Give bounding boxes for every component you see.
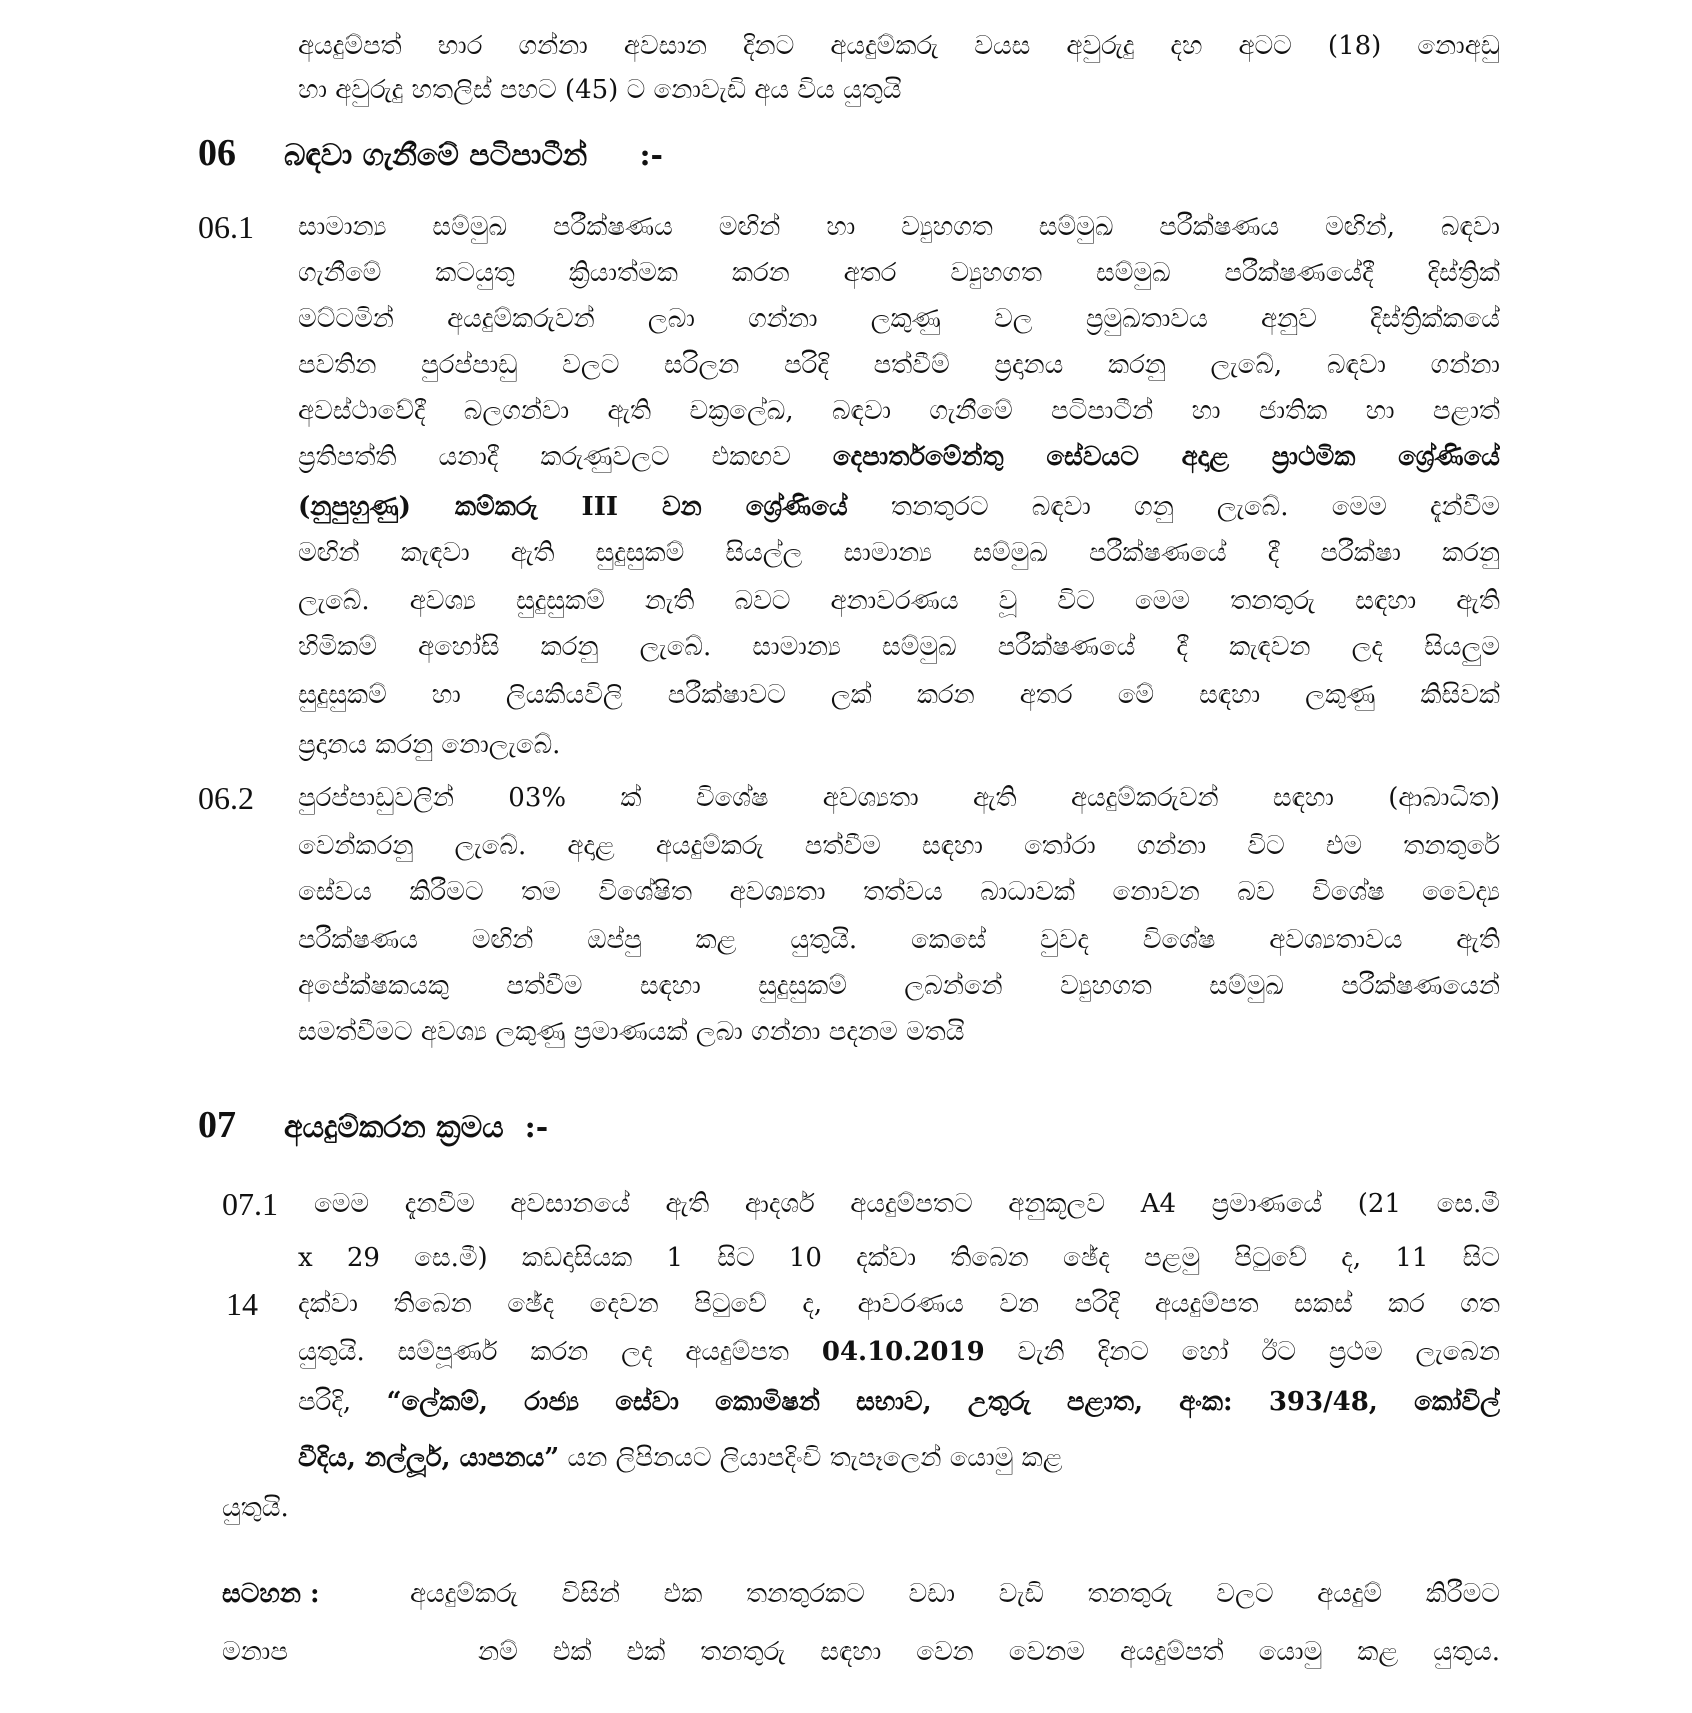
para-06-1-line-8: මඟින් කැඳවා ඇති සුදුසුකම් සියල්ල සාමාන්‍ය සම්මුඛ පරීක්ෂණයේ දී පරීක්ෂා කරනු xyxy=(298,538,1500,568)
para-07-1-line-6 xyxy=(298,1434,1500,1482)
para-07-1-line-6-text: යන ලිපිනයට ලියාපදිංචි තැපෑලෙන් යොමු කළ xyxy=(559,1443,1063,1473)
para-06-2-line-1: පුරප්පාඩුවලින් 03% ක් විශේෂ අවශ්‍යතා ඇති අයදුම්කරුවන් සඳහා (ආබාධිත) xyxy=(298,783,1500,813)
para-06-1-line-7-bold: (නුපුහුණු) කම්කරු III වන ශ්‍රේණියේ xyxy=(298,492,848,522)
note-line-1: අයදුම්කරු විසින් එක තනතුරකට වඩා වැඩි තනතුරු වලට අයදුම් කිරීමට xyxy=(410,1579,1500,1609)
para-07-1-line-5-text: පරිදි, xyxy=(298,1387,387,1417)
para-06-1-line-4: පවතින පුරප්පාඩු වලට සරිලන පරිදි පත්වීම් ප්‍රදානය කරනු ලැබේ, බඳවා ගන්නා xyxy=(298,350,1500,380)
para-06-1-line-10: හිමිකම් අහෝසි කරනු ලැබේ. සාමාන්‍ය සම්මුඛ පරීක්ෂණයේ දී කැඳවන ලද සියලුම xyxy=(298,632,1500,662)
para-06-2-line-5: අපේක්ෂකයකු පත්වීම සඳහා සුදුසුකම් ලබන්නේ ව්‍යුහගත සම්මුඛ පරීක්ෂණයෙන් xyxy=(298,971,1500,1001)
para-07-1-line-4-text-a: යුතුයි. සම්පූර්ණ කරන ලද අයදුම්පත xyxy=(298,1337,822,1367)
section-07-title: අයදුම්කරන ක්‍රමය xyxy=(284,1110,504,1145)
section-07-number: 07 xyxy=(198,1104,236,1146)
address-line-2: වීදිය, නල්ලූර්, යාපනය” xyxy=(298,1443,560,1473)
section-07-suffix: :- xyxy=(524,1110,549,1145)
intro-line-2: හා අවුරුදු හතලිස් පහට (45) ට නොවැඩි අය විය යුතුයි xyxy=(298,75,902,105)
para-07-1-line-4-text-b: වැනි දිනට හෝ ඊට ප්‍රථම ලැබෙන xyxy=(984,1337,1500,1367)
para-07-1-line-1: මෙම දැනවීම අවසානයේ ඇති ආදර්ශ අයදුම්පතට අනුකූලව A4 ප්‍රමාණයේ (21 සෙ.මී xyxy=(314,1189,1500,1219)
section-07-heading xyxy=(198,1100,548,1153)
para-06-1-line-6-bold: දෙපාර්තමේන්තු සේවයට අදාළ ප්‍රාථමික ශ්‍රේණියේ xyxy=(832,442,1500,472)
section-06-number: 06 xyxy=(198,132,236,174)
deadline-date: 04.10.2019 xyxy=(821,1337,985,1367)
para-07-1-number-continued: 14 xyxy=(226,1286,258,1322)
section-06-heading xyxy=(198,128,663,181)
note-line-2: නම් එක් එක් තනතුරු සඳහා වෙන වෙනම අයදුම්පත් යොමු කළ යුතුය. xyxy=(478,1637,1500,1667)
para-06-1-line-9: ලැබේ. අවශ්‍ය සුදුසුකම් නැති බවට අනාවරණය වූ විට මෙම තනතුරු සඳහා ඇති xyxy=(298,586,1500,616)
para-06-2-line-6: සමත්වීමට අවශ්‍ය ලකුණු ප්‍රමාණයක් ලබා ගන්නා පදනම මතයි xyxy=(298,1017,965,1047)
para-06-1-line-1: සාමාන්‍ය සම්මුඛ පරීක්ෂණය මඟින් හා ව්‍යුහගත සම්මුඛ පරීක්ෂණය මඟින්, බඳවා xyxy=(298,212,1500,242)
para-07-1-line-4 xyxy=(298,1328,1500,1376)
para-06-2-line-4: පරීක්ෂණය මඟින් ඔප්පු කළ යුතුයි. කෙසේ වුවද විශේෂ අවශ්‍යතාවය ඇති xyxy=(298,925,1500,955)
para-06-1-line-7-text: තනතුරට බඳවා ගනු ලැබේ. මෙම දැන්වීම xyxy=(847,492,1500,522)
para-06-1-line-11: සුදුසුකම් හා ලියකියවිලි පරීක්ෂාවට ලක් කරන අතර මේ සඳහා ලකුණු කිසිවක් xyxy=(298,680,1500,710)
note-line-2-lead: මනාප xyxy=(222,1637,288,1667)
para-06-1-line-12: ප්‍රදානය කරනු නොලැබේ. xyxy=(298,730,561,760)
para-06-1-line-2: ගැනීමේ කටයුතු ක්‍රියාත්මක කරන අතර ව්‍යුහගත සම්මුඛ පරීක්ෂණයේදී දිස්ත්‍රික් xyxy=(298,258,1500,288)
note-label: සටහන : xyxy=(222,1579,320,1609)
para-07-1-line-3: දක්වා තිබෙන ඡේද දෙවන පිටුවේ ද, ආවරණය වන පරිදි අයදුම්පත සකස් කර ගත xyxy=(298,1289,1500,1319)
para-07-1-line-5 xyxy=(298,1378,1500,1426)
para-06-1-line-5: අවස්ථාවේදී බලගන්වා ඇති චක්‍රලේඛ, බඳවා ගැනීමේ පටිපාටීන් හා ජාතික හා පළාත් xyxy=(298,396,1500,426)
para-07-1-number: 07.1 xyxy=(222,1186,278,1222)
para-06-2-line-2: වෙන්කරනු ලැබේ. අදාළ අයදුම්කරු පත්වීම සඳහා තෝරා ගන්නා විට එම තනතුරේ xyxy=(298,831,1500,861)
para-06-1-line-3: මට්ටමින් අයදුම්කරුවන් ලබා ගන්නා ලකුණු වල ප්‍රමුඛතාවය අනුව දිස්ත්‍රික්කයේ xyxy=(298,304,1500,334)
para-06-2-line-3: සේවය කිරීමට තම විශේෂිත අවශ්‍යතා තත්වය බාධාවක් නොවන බව විශේෂ වෛද්‍ය xyxy=(298,877,1500,907)
intro-line-1: අයදුම්පත් භාර ගන්නා අවසාන දිනට අයදුම්කරු වයස අවුරුදු දහ අටට (18) නොඅඩු xyxy=(298,31,1500,61)
para-06-1-line-7 xyxy=(298,483,1500,531)
para-06-1-number: 06.1 xyxy=(198,209,254,245)
para-06-2-number: 06.2 xyxy=(198,780,254,816)
para-06-1-line-6-text: ප්‍රතිපත්ති යනාදී කරුණුවලට එකඟව xyxy=(298,442,833,472)
address-line-1: “ලේකම්, රාජ්‍ය සේවා කොමිෂන් සභාව, උතුරු පළාත, අංක: 393/48, කෝවිල් xyxy=(386,1387,1500,1417)
para-07-1-line-7: යුතුයි. xyxy=(222,1493,289,1523)
section-06-title: බඳවා ගැනීමේ පටිපාටීන් xyxy=(284,138,588,173)
para-07-1-line-2: x 29 සෙ.මී) කඩදාසියක 1 සිට 10 දක්වා තිබෙන ඡේද පළමු පිටුවේ ද, 11 සිට xyxy=(298,1243,1500,1273)
para-06-1-line-6 xyxy=(298,433,1500,481)
section-06-suffix: :- xyxy=(639,138,664,173)
